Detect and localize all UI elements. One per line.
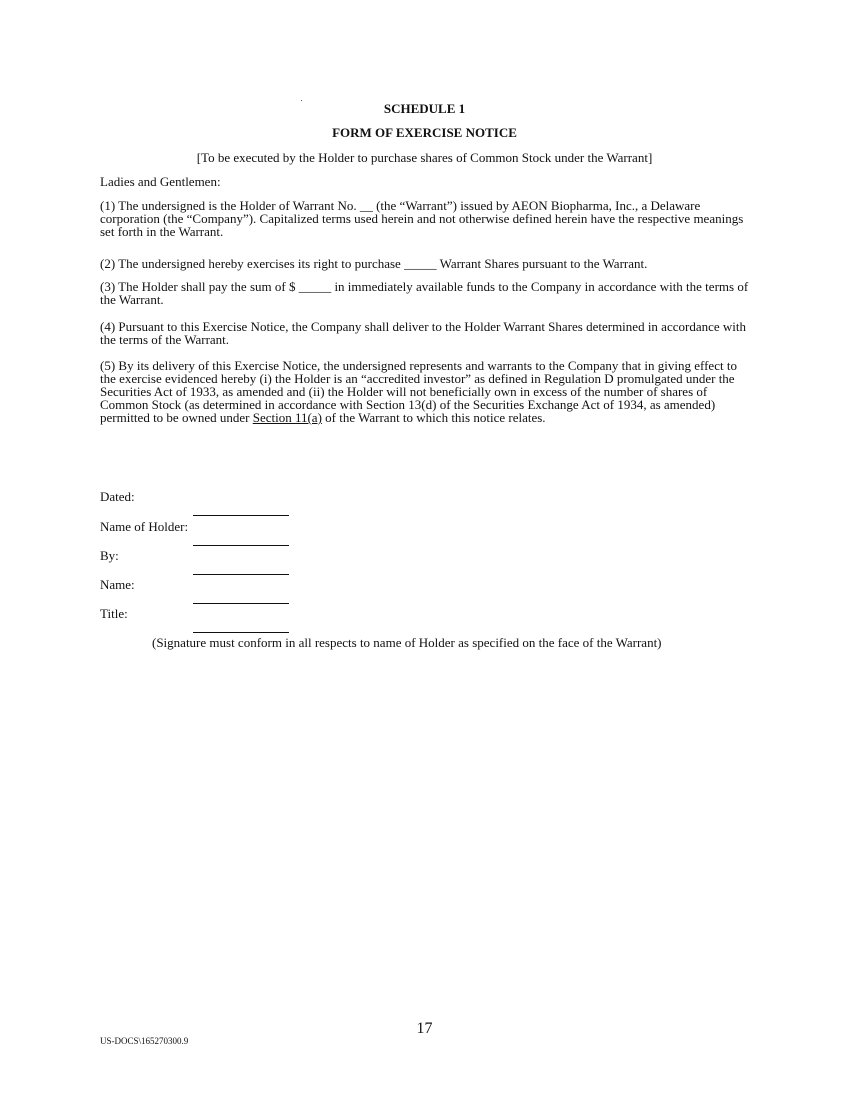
instruction-text: [To be executed by the Holder to purchase shares of Common Stock under the Warrant] <box>196 150 653 165</box>
holder-name-label: Name of Holder: <box>100 519 189 534</box>
by-label: By: <box>100 548 119 563</box>
paragraph-3: (3) The Holder shall pay the sum of $ _____ in immediately available funds to the Company in accordance with the terms of the Warrant. <box>100 279 749 307</box>
name-signature-line <box>193 603 289 604</box>
page-number: 17 <box>416 1020 433 1037</box>
salutation: Ladies and Gentlemen: <box>100 174 221 189</box>
by-signature-line <box>193 574 289 575</box>
paragraph-5-ending: of the Warrant to which this notice relates. <box>321 410 546 425</box>
name-label: Name: <box>100 577 135 592</box>
title-label: Title: <box>100 606 128 621</box>
paragraph-1: (1) The undersigned is the Holder of Warrant No. __ (the “Warrant”) issued by AEON Biopharma, Inc., a Delaware corporation (the “Company”). Capitalized terms used herein and not otherwise defined herein have the respective meanings set forth in the Warrant. <box>100 198 744 239</box>
title-signature-line <box>193 632 289 633</box>
paragraph-5 <box>100 359 750 424</box>
paragraph-5-text: (5) By its delivery of this Exercise Notice, the undersigned represents and warrants to the Company that in giving effect to the exercise evidenced hereby (i) the Holder is an “accredited investor” as defined in Regulation D promulgated under the Securities Act of 1933, as amended and (ii) the Holder will not beneficially own in excess of the number of shares of Common Stock (as determined in accordance with Section 13(d) of the Securities Exchange Act of 1934, as amended) permitted to be owned under <box>100 358 737 425</box>
dated-signature-line <box>193 515 289 516</box>
paragraph-4: (4) Pursuant to this Exercise Notice, the Company shall deliver to the Holder Warrant Shares determined in accordance with the terms of the Warrant. <box>100 319 746 347</box>
paragraph-2: (2) The undersigned hereby exercises its right to purchase _____ Warrant Shares pursuant to the Warrant. <box>100 256 648 271</box>
document-id: US-DOCS\165270300.9 <box>100 1036 189 1046</box>
signature-note: (Signature must conform in all respects to name of Holder as specified on the face of the Warrant) <box>152 635 662 650</box>
dated-label: Dated: <box>100 489 135 504</box>
holder-name-signature-line <box>193 545 289 546</box>
section-11a-reference: Section 11(a) <box>252 410 322 425</box>
form-title: FORM OF EXERCISE NOTICE <box>332 125 517 140</box>
schedule-title: SCHEDULE 1 <box>383 101 466 116</box>
